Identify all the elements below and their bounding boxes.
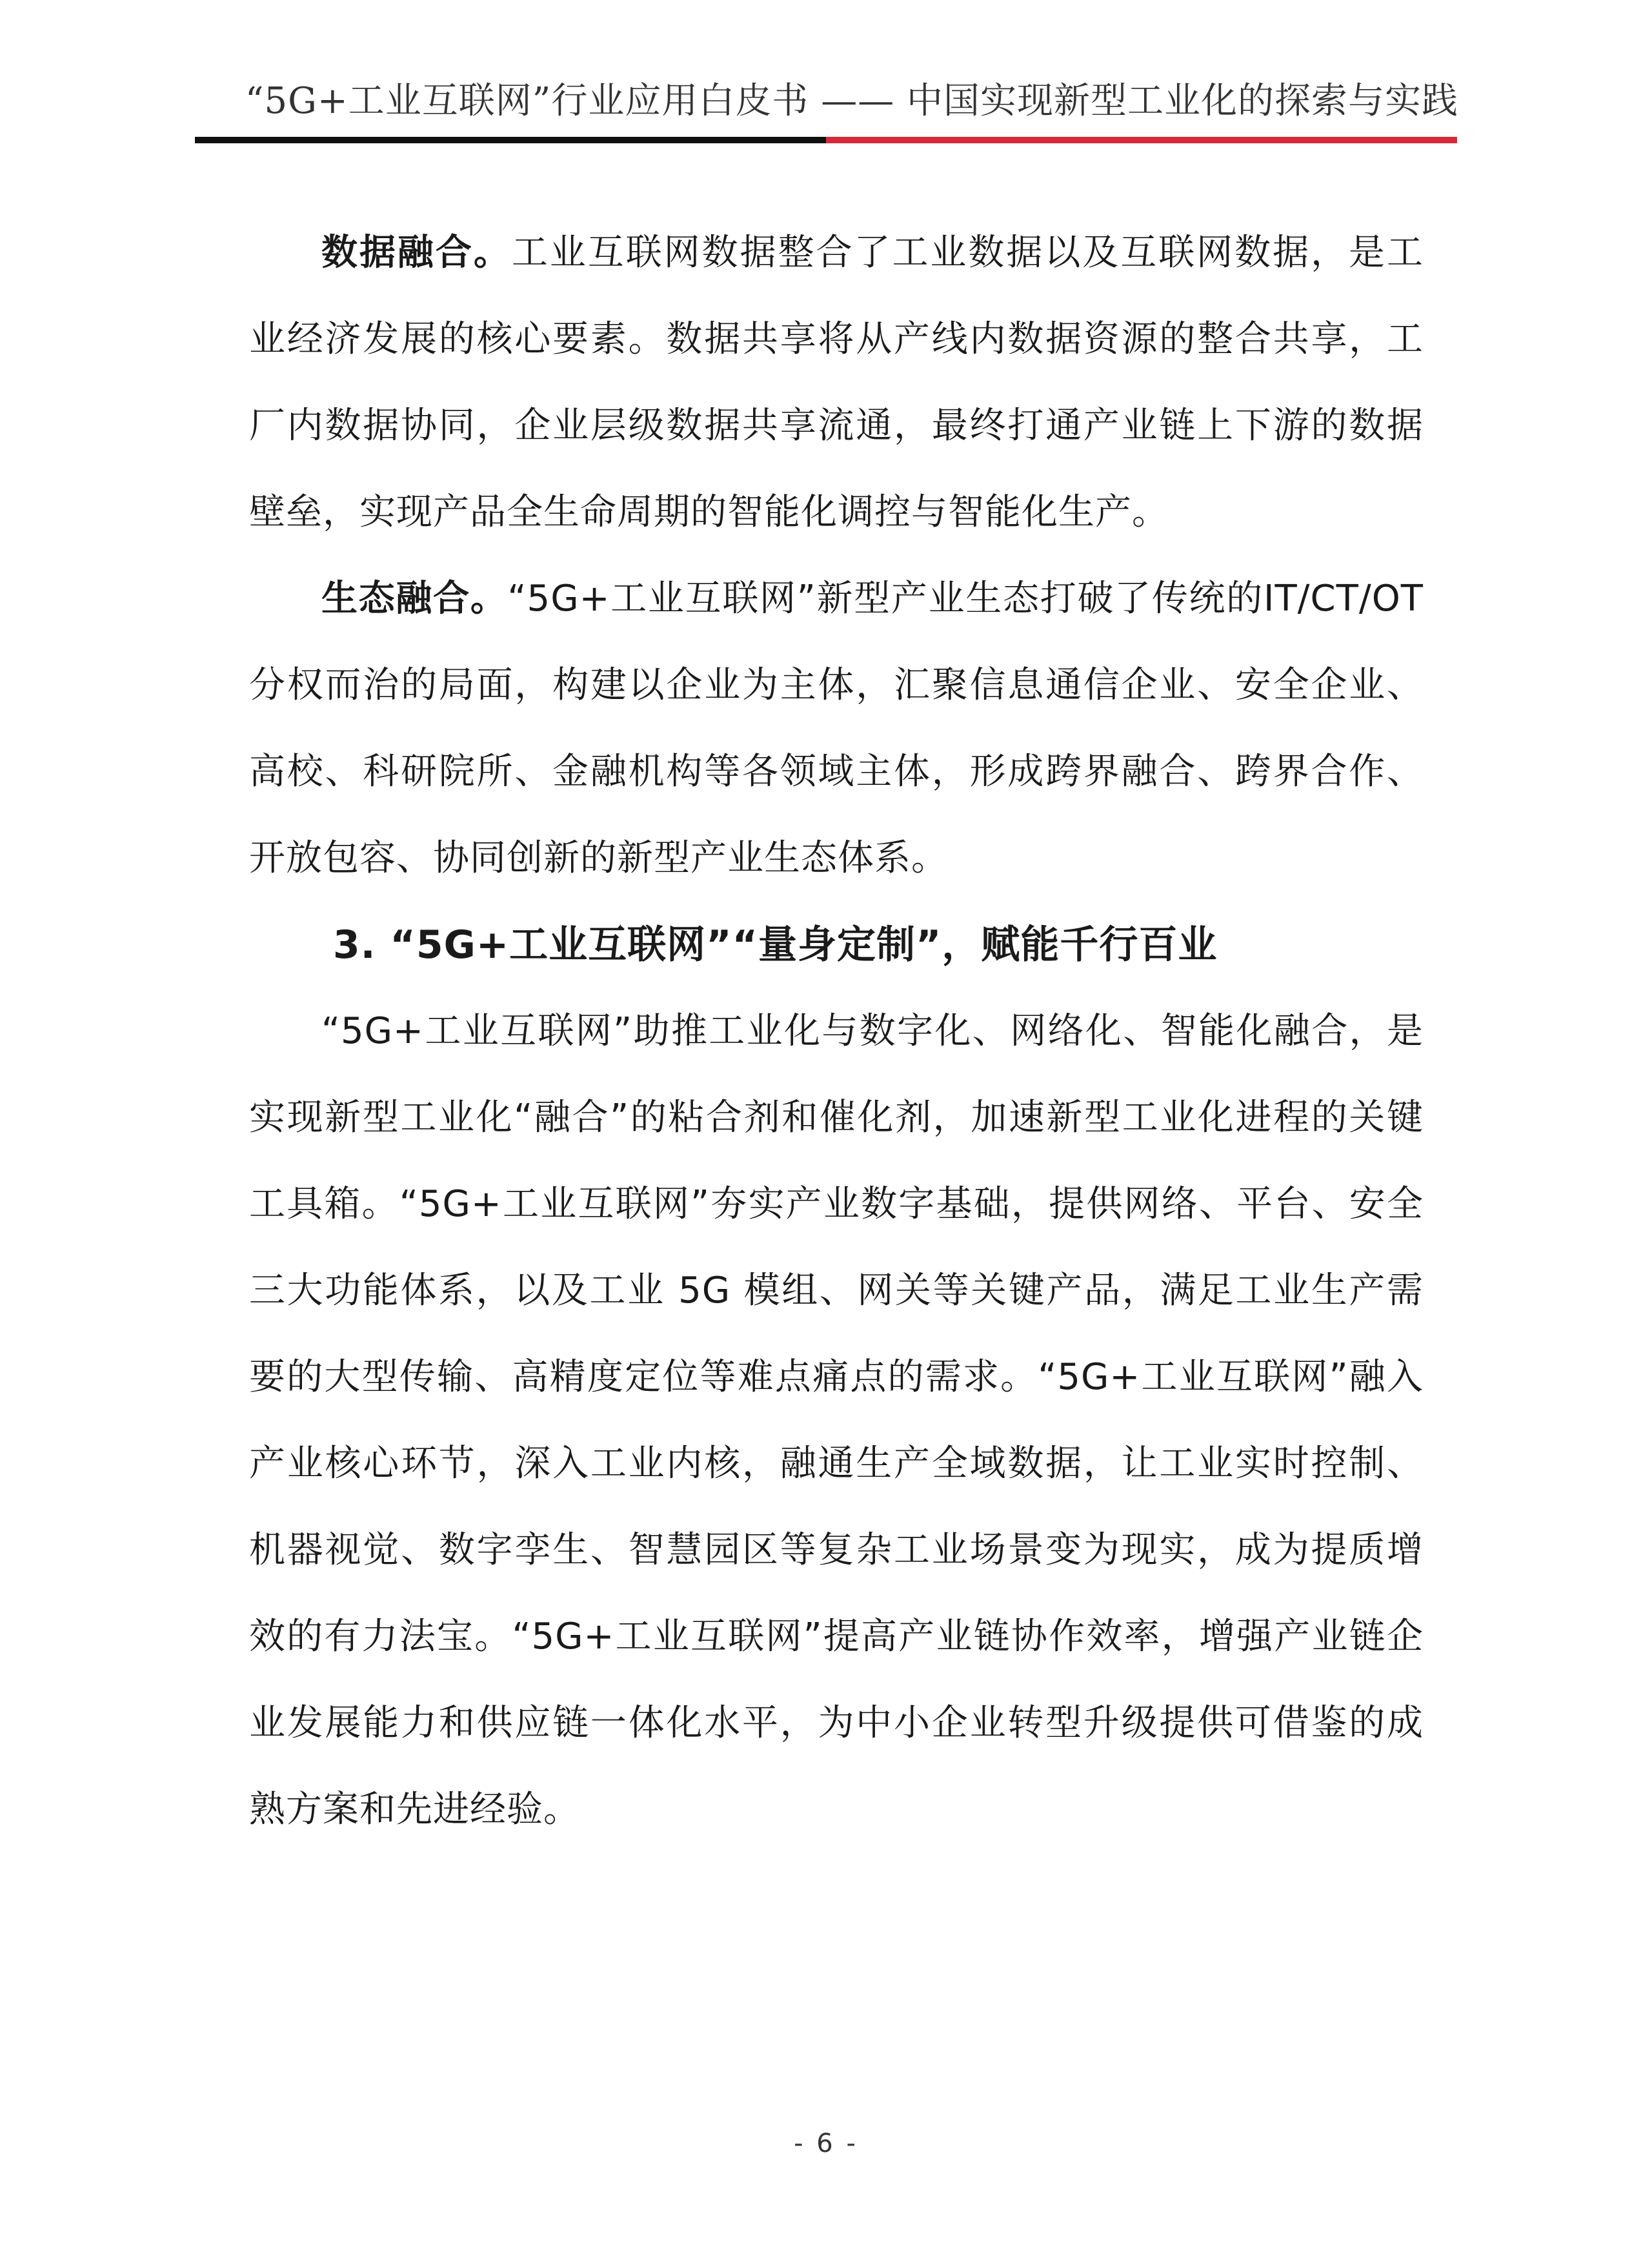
document-body	[249, 210, 1424, 1853]
paragraph-lead-data-fusion: 数据融合。	[321, 232, 512, 274]
paragraph-text-ecosystem-fusion: “5G+工业互联网”新型产业生态打破了传统的IT/CT/OT 分权而治的局面，构建以企业为主体，汇聚信息通信企业、安全企业、高校、科研院所、金融机构等各领域主体，形成跨界融合、跨界合作、开放包容、协同创新的新型产业生态体系。	[249, 578, 1424, 879]
paragraph-lead-ecosystem-fusion: 生态融合。	[321, 578, 508, 620]
page-number: - 6 -	[794, 2129, 858, 2158]
paragraph-data-fusion	[249, 210, 1424, 556]
section-heading: 3. “5G+工业互联网”“量身定制”，赋能千行百业	[333, 922, 1218, 968]
paragraph-text-data-fusion: 工业互联网数据整合了工业数据以及互联网数据，是工业经济发展的核心要素。数据共享将从产线内数据资源的整合共享，工厂内数据协同，企业层级数据共享流通，最终打通产业链上下游的数据壁垒，实现产品全生命周期的智能化调控与智能化生产。	[249, 232, 1424, 533]
paragraph-empowerment: “5G+工业互联网”助推工业化与数字化、网络化、智能化融合，是实现新型工业化“融合”的粘合剂和催化剂，加速新型工业化进程的关键工具箱。“5G+工业互联网”夯实产业数字基础，提供网络、平台、安全三大功能体系，以及工业 5G 模组、网关等关键产品，满足工业生产需要的大型传输、高精度定位等难点痛点的需求。“5G+工业互联网”融入产业核心环节，深入工业内核，融通生产全域数据，让工业实时控制、机器视觉、数字孪生、智慧园区等复杂工业场景变为现实，成为提质增效的有力法宝。“5G+工业互联网”提高产业链协作效率，增强产业链企业发展能力和供应链一体化水平，为中小企业转型升级提供可借鉴的成熟方案和先进经验。	[249, 1010, 1424, 1830]
paragraph-ecosystem-fusion	[249, 556, 1424, 902]
header-divider	[195, 137, 1457, 143]
page-header-title: “5G+工业互联网”行业应用白皮书 —— 中国实现新型工业化的探索与实践	[245, 80, 1458, 122]
